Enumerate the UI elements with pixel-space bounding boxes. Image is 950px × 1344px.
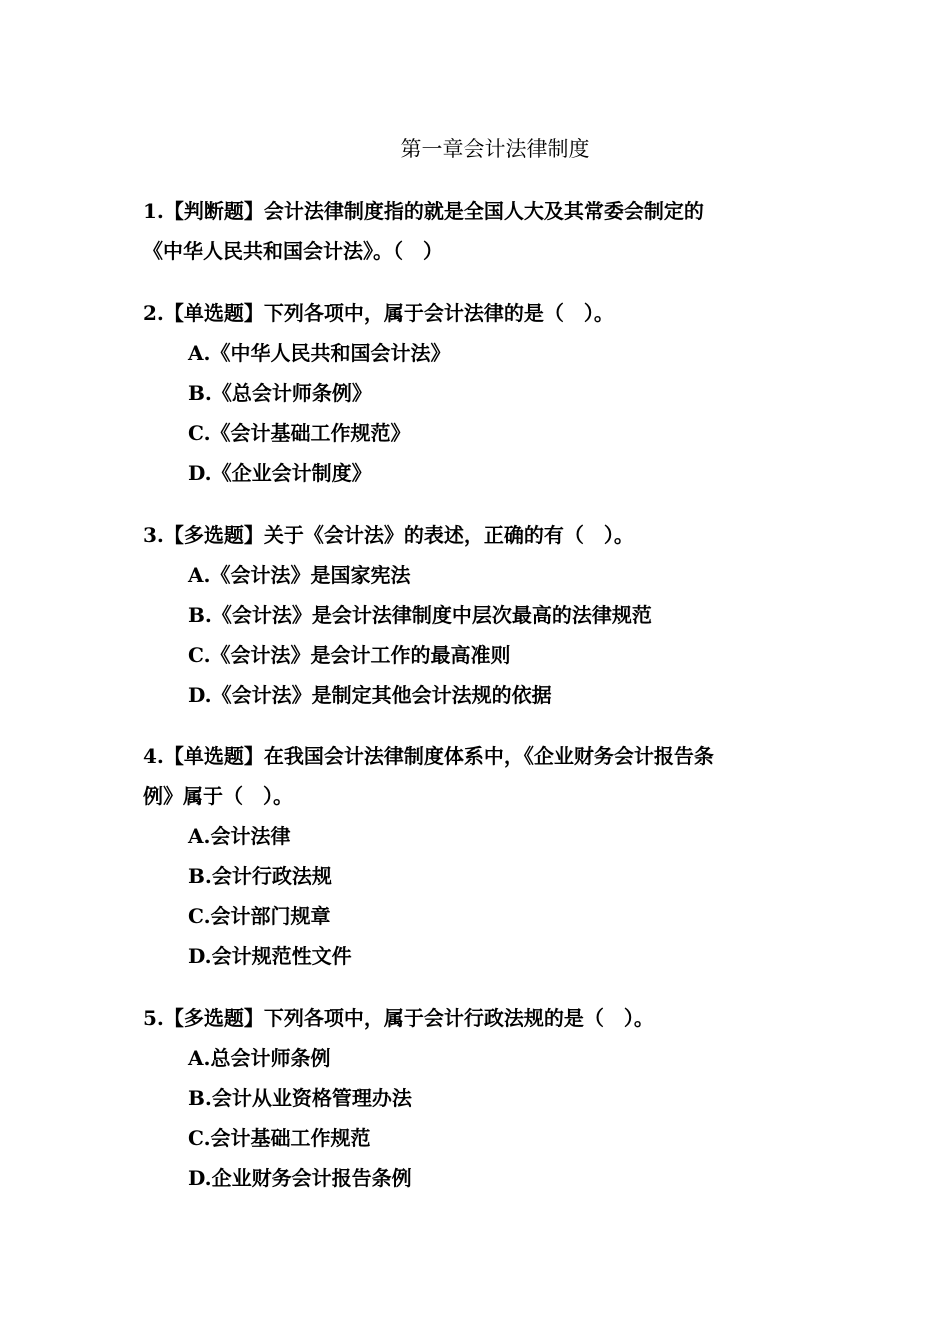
question-5 [143,998,823,1198]
question-2-stem: 2.【单选题】下列各项中，属于会计法律的是（ ）。 [143,301,614,325]
question-1-stem-line-1: 1.【判断题】会计法律制度指的就是全国人大及其常委会制定的 [143,199,704,223]
question-1-stem-line-2: 《中华人民共和国会计法》。（ ） [143,239,443,263]
question-4-option-c: C.会计部门规章 [188,904,331,928]
question-2-option-a: A.《中华人民共和国会计法》 [188,341,451,365]
question-3-option-c: C.《会计法》是会计工作的最高准则 [188,643,511,667]
question-4-option-a: A.会计法律 [188,824,291,848]
question-2-option-b: B.《总会计师条例》 [188,381,372,405]
question-3-option-d: D.《会计法》是制定其他会计法规的依据 [188,683,552,707]
question-5-stem: 5.【多选题】下列各项中，属于会计行政法规的是（ ）。 [143,1006,654,1030]
question-2 [143,293,823,493]
question-4 [143,736,823,976]
question-4-stem-line-2: 例》属于（ ）。 [143,784,293,808]
chapter-title: 第一章会计法律制度 [400,137,590,161]
question-5-option-b: B.会计从业资格管理办法 [188,1086,412,1110]
question-2-option-c: C.《会计基础工作规范》 [188,421,411,445]
question-5-option-a: A.总会计师条例 [188,1046,331,1070]
question-4-option-d: D.会计规范性文件 [188,944,352,968]
question-1 [143,191,823,271]
question-3 [143,515,823,715]
question-5-option-c: C.会计基础工作规范 [188,1126,371,1150]
question-2-option-d: D.《企业会计制度》 [188,461,372,485]
question-3-stem: 3.【多选题】关于《会计法》的表述，正确的有（ ）。 [143,523,634,547]
question-4-stem-line-1: 4.【单选题】在我国会计法律制度体系中，《企业财务会计报告条 [143,744,714,768]
question-3-option-b: B.《会计法》是会计法律制度中层次最高的法律规范 [188,603,652,627]
question-4-option-b: B.会计行政法规 [188,864,332,888]
question-5-option-d: D.企业财务会计报告条例 [188,1166,412,1190]
question-3-option-a: A.《会计法》是国家宪法 [188,563,411,587]
